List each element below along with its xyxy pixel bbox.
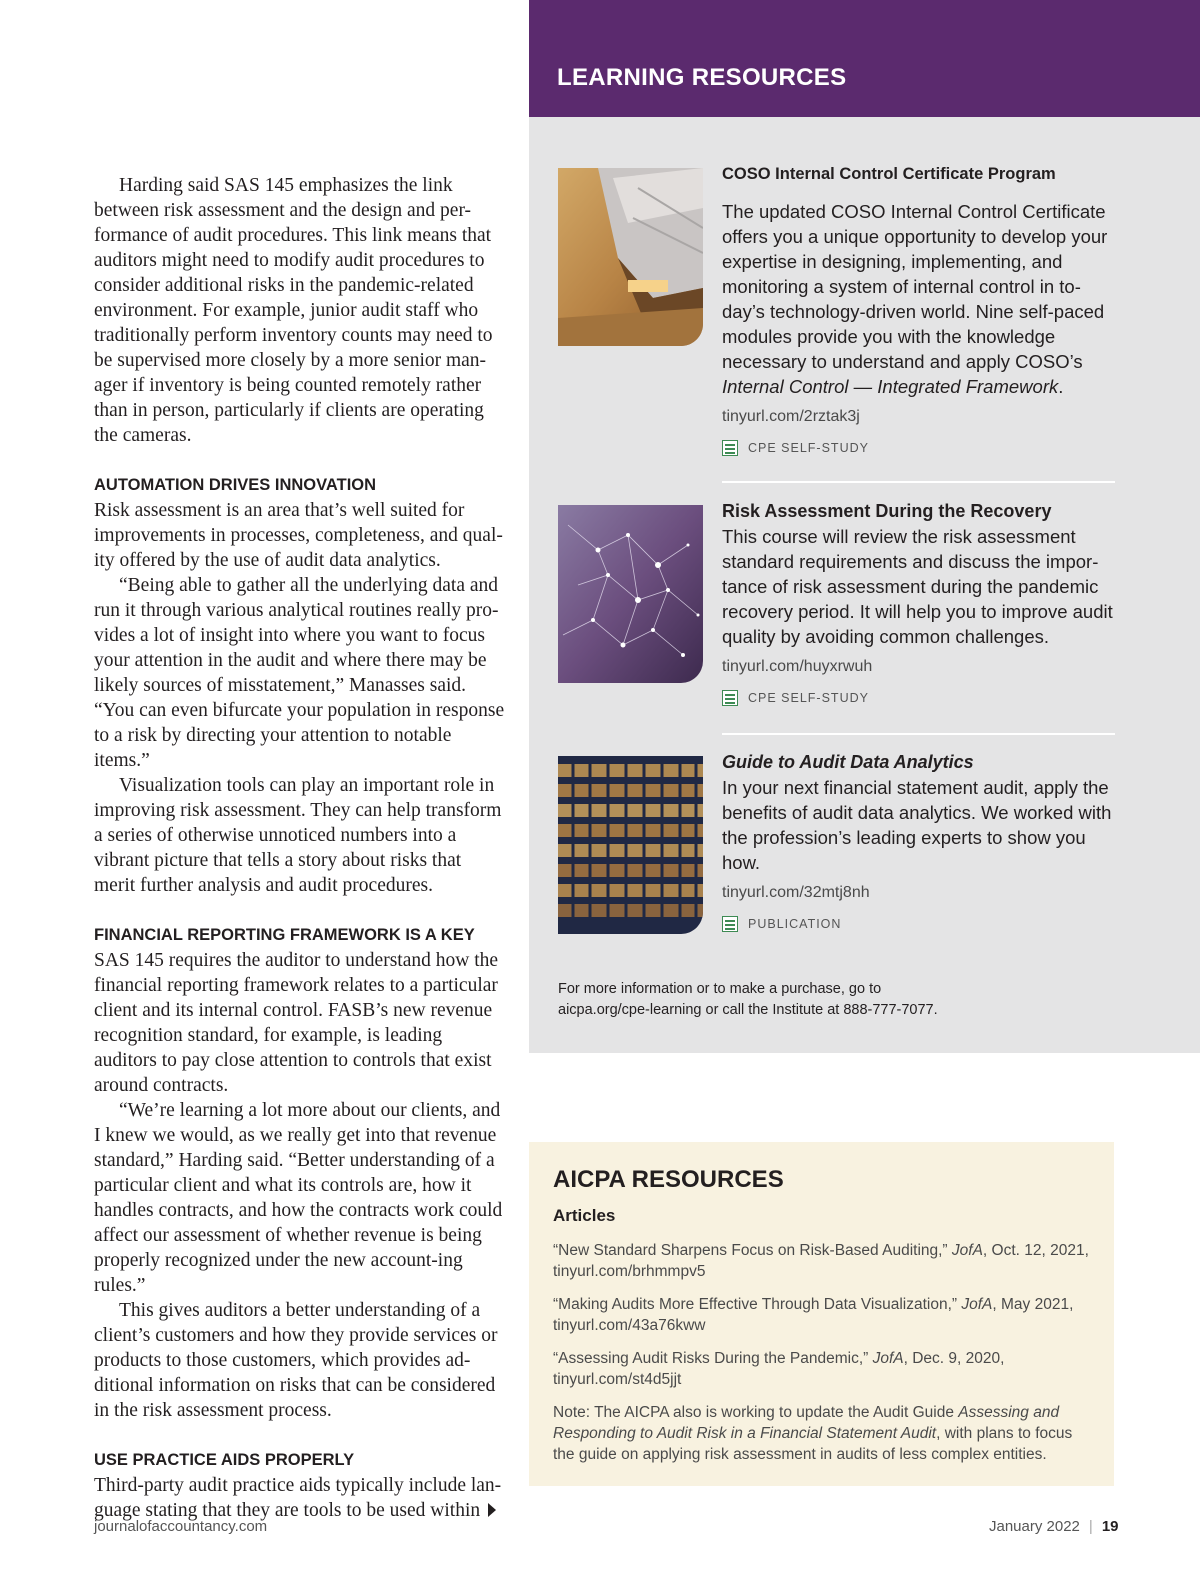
learning-resources-header <box>529 0 1200 117</box>
article-citation[interactable]: “New Standard Sharpens Focus on Risk-Based Auditing,” JofA, Oct. 12, 2021, tinyurl.com/brhmmpv5 <box>553 1242 1089 1280</box>
article-citation[interactable]: “Making Audits More Effective Through Data Visualization,” JofA, May 2021, tinyurl.com/43a76kww <box>553 1296 1074 1334</box>
article-paragraph: SAS 145 requires the auditor to understand how the financial reporting framework relates to a particular client and its internal control. FASB’s new revenue recognition standard, for example, is leading auditors to pay close attention to controls that exist around contracts. <box>94 950 499 1096</box>
learning-item-risk-assessment <box>722 499 1122 706</box>
section-heading: FINANCIAL REPORTING FRAMEWORK IS A KEY <box>94 926 475 944</box>
document-icon <box>722 690 738 706</box>
aicpa-note: Note: The AICPA also is working to update the Audit Guide Assessing and Responding to Audit Risk in a Financial Statement Audit, with plans to focus the guide on applying risk assessment in audits of less complex entities. <box>553 1404 1073 1463</box>
purchase-info-link[interactable]: aicpa.org/cpe-learning or call the Institute at 888-777-7077. <box>558 1002 938 1018</box>
document-icon <box>722 916 738 932</box>
learning-item-coso <box>722 162 1122 456</box>
item-title: COSO Internal Control Certificate Program <box>722 165 1056 183</box>
issue-date: January 2022 | 19 <box>989 1518 1119 1535</box>
article-paragraph: Risk assessment is an area that’s well suited for improvements in processes, completeness, and qual-ity offered by the use of audit data analytics. <box>94 500 503 571</box>
item-tag: CPE SELF-STUDY <box>722 440 1122 456</box>
learning-item-audit-data-analytics <box>722 750 1122 932</box>
article-paragraph: Harding said SAS 145 emphasizes the link between risk assessment and the design and per-formance of audit procedures. This link means that auditors might need to modify audit procedures to consider additional risks in the pandemic-related environment. For example, junior audit staff who traditionally perform inventory counts may need to be supervised more closely by a more senior man-ager if inventory is being counted remotely rather than in person, particularly if clients are operating the cameras. <box>94 175 493 446</box>
item-description: This course will review the risk assessment standard requirements and discuss the impor-tance of risk assessment during the pandemic recovery period. It will help you to improve audit quality by avoiding common challenges. <box>722 526 1113 647</box>
continue-arrow-icon <box>488 1503 496 1517</box>
article-citation[interactable]: “Assessing Audit Risks During the Pandemic,” JofA, Dec. 9, 2020, tinyurl.com/st4d5jjt <box>553 1350 1005 1388</box>
aicpa-resources-title: AICPA RESOURCES <box>553 1166 784 1193</box>
article-paragraph: Visualization tools can play an important role in improving risk assessment. They can help transform a series of otherwise unnoticed numbers into a vibrant picture that tells a story about risks that merit further analysis and audit procedures. <box>94 775 502 896</box>
article-column <box>94 173 506 1523</box>
document-icon <box>722 440 738 456</box>
network-abstract-image <box>558 505 703 683</box>
divider <box>722 733 1115 735</box>
learning-resources-title: LEARNING RESOURCES <box>557 64 847 91</box>
site-url[interactable]: journalofaccountancy.com <box>94 1518 268 1535</box>
item-link[interactable]: tinyurl.com/32mtj8nh <box>722 884 870 901</box>
coso-building-image <box>558 168 703 346</box>
article-paragraph: This gives auditors a better understanding of a client’s customers and how they provide services or products to those customers, which provides ad-ditional information on risks that can be considered in the risk assessment process. <box>94 1300 498 1421</box>
articles-list <box>553 1240 1098 1477</box>
articles-heading: Articles <box>553 1206 616 1225</box>
purchase-info-line: For more information or to make a purchase, go to <box>558 981 882 997</box>
aicpa-resources-box <box>529 1142 1114 1486</box>
item-tag: CPE SELF-STUDY <box>722 690 1122 706</box>
page-number: 19 <box>1101 1518 1119 1535</box>
item-link[interactable]: tinyurl.com/huyxrwuh <box>722 658 873 675</box>
item-description: In your next financial statement audit, apply the benefits of audit data analytics. We worked with the profession’s leading experts to show you how. <box>722 777 1112 873</box>
purchase-info <box>558 979 938 1021</box>
item-title: Risk Assessment During the Recovery <box>722 501 1052 521</box>
section-heading: AUTOMATION DRIVES INNOVATION <box>94 476 377 494</box>
item-description: The updated COSO Internal Control Certificate offers you a unique opportunity to develop your expertise in designing, implementing, and monitoring a system of internal control in to-day’s technology-driven world. Nine self-paced modules provide you with the knowledge necessary to understand and apply COSO’s Internal Control — Integrated Framework. <box>722 201 1108 397</box>
divider <box>722 481 1115 483</box>
office-building-image <box>558 756 703 934</box>
item-tag: PUBLICATION <box>722 916 1122 932</box>
article-paragraph: “Being able to gather all the underlying data and run it through various analytical routines really pro-vides a lot of insight into where you want to focus your attention in the audit and where there may be likely sources of misstatement,” Manasses said. “You can even bifurcate your population in response to a risk by directing your attention to notable items.” <box>94 575 505 771</box>
article-paragraph: “We’re learning a lot more about our clients, and I knew we would, as we really get into that revenue standard,” Harding said. “Better understanding of a particular client and what its controls are, how it handles contracts, and how the contracts work could affect our assessment of whether revenue is being properly recognized under the new account-ing rules.” <box>94 1100 503 1296</box>
item-link[interactable]: tinyurl.com/2rztak3j <box>722 408 860 425</box>
article-paragraph: Third-party audit practice aids typically include lan-guage stating that they are tools to be used within <box>94 1475 502 1521</box>
item-title: Guide to Audit Data Analytics <box>722 752 974 772</box>
learning-resources-panel <box>529 117 1200 1053</box>
section-heading: USE PRACTICE AIDS PROPERLY <box>94 1451 355 1469</box>
